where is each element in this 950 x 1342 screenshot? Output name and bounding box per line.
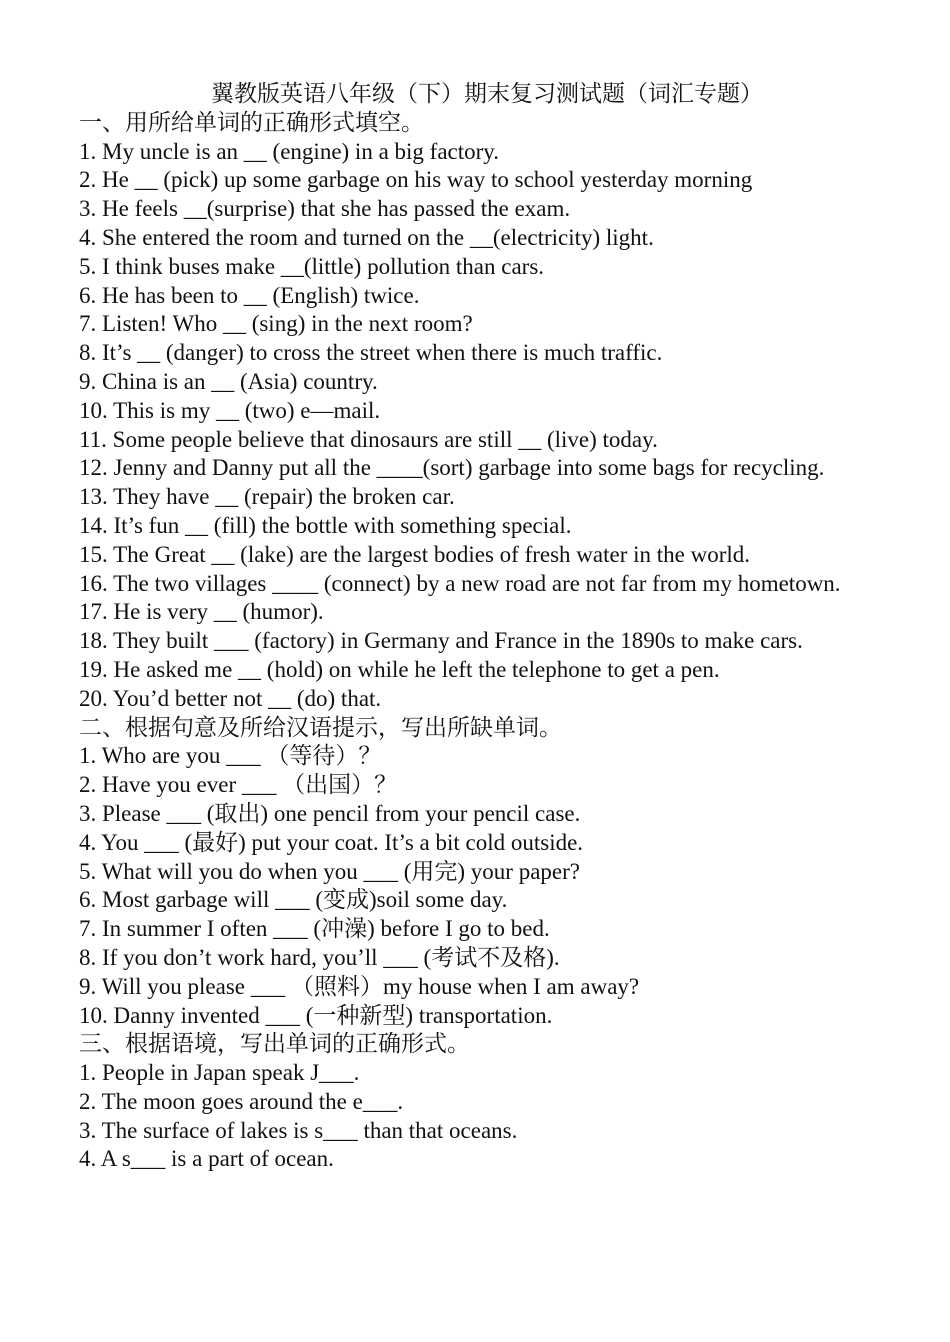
exercise-item: 7. In summer I often ___ (冲澡) before I go to bed. xyxy=(79,916,550,942)
exercise-item: 3. The surface of lakes is s___ than that oceans. xyxy=(79,1117,518,1143)
exercise-item: 2. He __ (pick) up some garbage on his way to school yesterday morning xyxy=(79,167,753,193)
exercise-item: 10. This is my __ (two) e—mail. xyxy=(79,397,381,423)
exercise-item: 4. You ___ (最好) put your coat. It’s a bit cold outside. xyxy=(79,829,584,855)
exercise-item: 1. My uncle is an __ (engine) in a big factory. xyxy=(79,138,500,164)
exercise-item: 14. It’s fun __ (fill) the bottle with something special. xyxy=(79,512,572,538)
exercise-item: 18. They built ___ (factory) in Germany and France in the 1890s to make cars. xyxy=(79,628,803,654)
document-body xyxy=(79,80,871,1174)
exercise-item: 19. He asked me __ (hold) on while he left the telephone to get a pen. xyxy=(79,656,720,682)
exercise-item: 1. Who are you ___ （等待）？ xyxy=(79,743,382,769)
exercise-item: 3. Please ___ (取出) one pencil from your pencil case. xyxy=(79,800,581,826)
exercise-item: 7. Listen! Who __ (sing) in the next room? xyxy=(79,311,473,337)
exercise-item: 4. A s___ is a part of ocean. xyxy=(79,1146,334,1172)
section-2-heading: 二、根据句意及所给汉语提示，写出所缺单词。 xyxy=(79,714,562,740)
exercise-item: 1. People in Japan speak J___. xyxy=(79,1060,360,1086)
exercise-item: 6. He has been to __ (English) twice. xyxy=(79,282,420,308)
section-1-list xyxy=(79,138,871,714)
exercise-item: 10. Danny invented ___ (一种新型) transportation. xyxy=(79,1002,553,1028)
section-1-heading: 一、用所给单词的正确形式填空。 xyxy=(79,109,424,135)
exercise-item: 2. Have you ever ___ （出国）？ xyxy=(79,772,398,798)
section-2-list xyxy=(79,742,871,1030)
page-title: 翼教版英语八年级（下）期末复习测试题（词汇专题） xyxy=(211,81,763,106)
exercise-item: 9. Will you please ___ （照料）my house when I am away? xyxy=(79,973,640,999)
exercise-item: 5. What will you do when you ___ (用完) your paper? xyxy=(79,858,581,884)
exercise-item: 2. The moon goes around the e___. xyxy=(79,1088,404,1114)
exercise-item: 20. You’d better not __ (do) that. xyxy=(79,685,382,711)
exercise-item: 9. China is an __ (Asia) country. xyxy=(79,368,378,394)
exercise-item: 8. It’s __ (danger) to cross the street when there is much traffic. xyxy=(79,340,663,366)
exercise-item: 13. They have __ (repair) the broken car. xyxy=(79,484,455,510)
section-3-heading: 三、根据语境，写出单词的正确形式。 xyxy=(79,1031,470,1057)
exercise-item: 5. I think buses make __(little) pollution than cars. xyxy=(79,253,545,279)
exercise-item: 4. She entered the room and turned on the __(electricity) light. xyxy=(79,224,654,250)
exercise-item: 3. He feels __(surprise) that she has passed the exam. xyxy=(79,196,571,222)
exercise-item: 11. Some people believe that dinosaurs are still __ (live) today. xyxy=(79,426,658,452)
section-3-list xyxy=(79,1059,871,1174)
exercise-item: 16. The two villages ____ (connect) by a new road are not far from my hometown. xyxy=(79,570,841,596)
exercise-item: 8. If you don’t work hard, you’ll ___ (考试不及格). xyxy=(79,944,560,970)
exercise-item: 6. Most garbage will ___ (变成)soil some day. xyxy=(79,887,508,913)
exercise-item: 17. He is very __ (humor). xyxy=(79,599,324,625)
exercise-item: 12. Jenny and Danny put all the ____(sort) garbage into some bags for recycling. xyxy=(79,455,825,481)
exercise-item: 15. The Great __ (lake) are the largest bodies of fresh water in the world. xyxy=(79,541,751,567)
